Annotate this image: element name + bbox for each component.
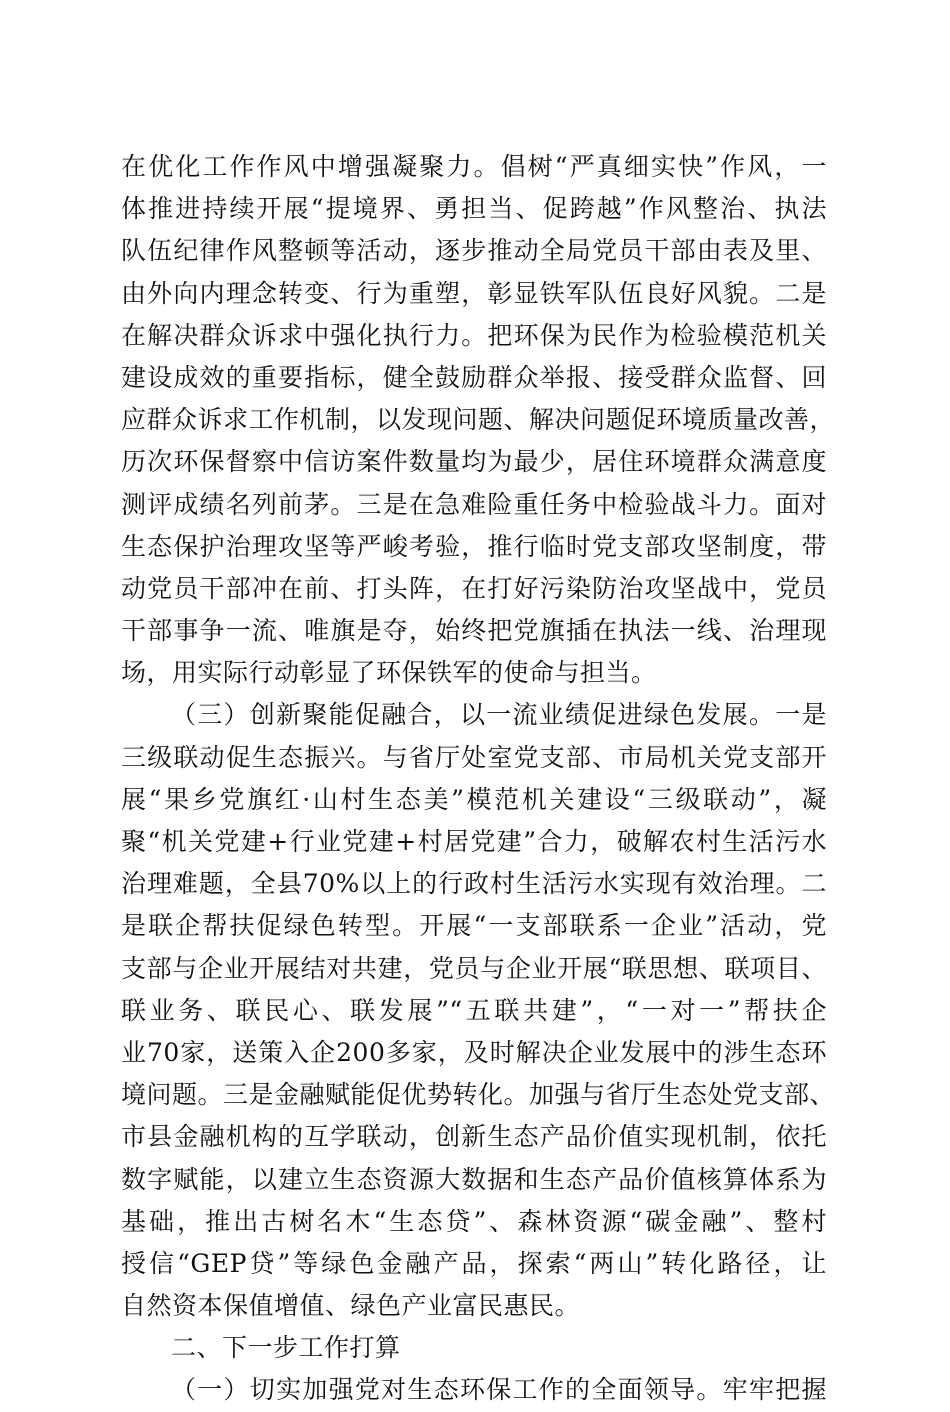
paragraph-line: 干部事争一流、唯旗是夺，始终把党旗插在执法一线、治理现 (121, 616, 827, 646)
paragraph-line: 自然资本保值增值、绿色产业富民惠民。 (121, 1291, 581, 1321)
paragraph-line: 是联企帮扶促绿色转型。开展“一支部联系一企业”活动，党 (121, 911, 827, 941)
subsection-heading-line: （一）切实加强党对生态环保工作的全面领导。牢牢把握 (171, 1375, 827, 1405)
section-heading-line: （三）创新聚能促融合，以一流业绩促进绿色发展。一是 (171, 700, 827, 730)
paragraph-line: 建设成效的重要指标，健全鼓励群众举报、接受群众监督、回 (121, 362, 827, 392)
document-body (121, 146, 836, 1412)
paragraph-line: 三级联动促生态振兴。与省厅处室党支部、市局机关党支部开 (121, 742, 827, 772)
paragraph-line: 队伍纪律作风整顿等活动，逐步推动全局党员干部由表及里、 (121, 236, 827, 266)
paragraph-line: 由外向内理念转变、行为重塑，彰显铁军队伍良好风貌。二是 (121, 278, 827, 308)
paragraph-line: 市县金融机构的互学联动，创新生态产品价值实现机制，依托 (121, 1122, 827, 1152)
paragraph-line: 聚“机关党建+行业党建+村居党建”合力，破解农村生活污水 (121, 827, 827, 856)
paragraph-line: 测评成绩名列前茅。三是在急难险重任务中检验战斗力。面对 (121, 489, 827, 519)
paragraph-line: 体推进持续开展“提境界、勇担当、促跨越”作风整治、执法 (121, 194, 827, 224)
paragraph-line: 场，用实际行动彰显了环保铁军的使命与担当。 (121, 658, 657, 688)
paragraph-line: 支部与企业开展结对共建，党员与企业开展“联思想、联项目、 (121, 953, 827, 983)
paragraph-line: 业70家，送策入企200多家，及时解决企业发展中的涉生态环 (121, 1037, 827, 1067)
paragraph-line: 生态保护治理攻坚等严峻考验，推行临时党支部攻坚制度，带 (121, 531, 827, 561)
paragraph-line: 联业务、联民心、联发展”“五联共建”，“一对一”帮扶企 (121, 995, 827, 1025)
paragraph-line: 治理难题，全县70%以上的行政村生活污水实现有效治理。二 (121, 869, 827, 899)
paragraph-line: 应群众诉求工作机制，以发现问题、解决问题促环境质量改善， (121, 405, 836, 435)
paragraph-line: 数字赋能，以建立生态资源大数据和生态产品价值核算体系为 (121, 1164, 827, 1194)
paragraph-line: 基础，推出古树名木“生态贷”、森林资源“碳金融”、整村 (121, 1206, 827, 1236)
paragraph-line: 展“果乡党旗红·山村生态美”模范机关建设“三级联动”，凝 (121, 784, 827, 814)
section-heading: 二、下一步工作打算 (171, 1333, 401, 1363)
paragraph-line: 动党员干部冲在前、打头阵，在打好污染防治攻坚战中，党员 (121, 573, 827, 603)
paragraph-line: 在优化工作作风中增强凝聚力。倡树“严真细实快”作风，一 (121, 152, 827, 181)
paragraph-line: 授信“GEP贷”等绿色金融产品，探索“两山”转化路径，让 (121, 1248, 827, 1278)
paragraph-line: 历次环保督察中信访案件数量均为最少，居住环境群众满意度 (121, 447, 827, 477)
paragraph-line: 在解决群众诉求中强化执行力。把环保为民作为检验模范机关 (121, 320, 827, 350)
paragraph-line: 境问题。三是金融赋能促优势转化。加强与省厅生态处党支部、 (121, 1080, 836, 1110)
